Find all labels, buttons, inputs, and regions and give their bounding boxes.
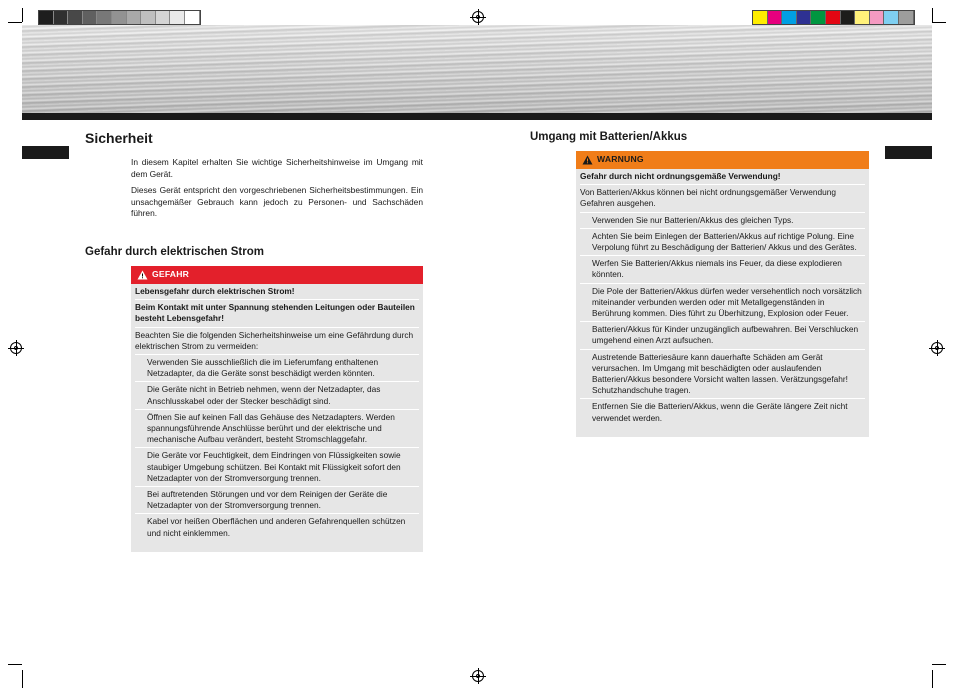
list-item: Austretende Batteriesäure kann dauerhafte Schäden am Gerät verursachen. Im Umgang mit beschädigten oder auslaufenden Batterien/Akkus besondere Vorsicht walten lassen. Verätzungsgefahr! Schutzhandschuhe tragen. (580, 350, 865, 400)
color-swatch (855, 11, 870, 24)
color-swatch (768, 11, 783, 24)
crop-mark (8, 664, 22, 665)
crop-mark (932, 664, 946, 665)
list-item: Öffnen Sie auf keinen Fall das Gehäuse des Netzadapters. Werden spannungsführende Anschlüsse berührt und der elektrische und mechanische Aufbau verändert, besteht Stromschlaggefahr. (135, 410, 419, 449)
brushed-metal-banner (22, 25, 932, 113)
list-item: Die Geräte nicht in Betrieb nehmen, wenn der Netzadapter, das Anschlusskabel oder der Stecker beschädigt sind. (135, 382, 419, 409)
color-swatch (899, 11, 914, 24)
section-title: Gefahr durch elektrischen Strom (85, 246, 264, 258)
grey-calibration-strip (38, 10, 201, 25)
grey-swatch (54, 11, 69, 24)
grey-swatch (112, 11, 127, 24)
danger-subheading: Beim Kontakt mit unter Spannung stehenden Leitungen oder Bauteilen besteht Lebensgefahr! (135, 300, 419, 327)
grey-swatch (97, 11, 112, 24)
banner-bar (22, 113, 932, 120)
list-item: Entfernen Sie die Batterien/Akkus, wenn die Geräte längere Zeit nicht verwendet werden. (592, 401, 848, 423)
right-page-tab (885, 146, 932, 159)
warning-box (576, 151, 869, 437)
danger-label: GEFAHR (152, 269, 190, 280)
list-item: Kabel vor heißen Oberflächen und anderen Gefahrenquellen schützen und nicht einklemmen. (147, 516, 406, 538)
color-calibration-strip (752, 10, 915, 25)
grey-swatch (185, 11, 200, 24)
left-page-tab (22, 146, 69, 159)
registration-mark-icon (931, 342, 943, 354)
crop-mark (22, 670, 23, 688)
warning-lead: Von Batterien/Akkus können bei nicht ordnungsgemäßer Verwendung Gefahren ausgehen. (580, 185, 865, 212)
grey-swatch (127, 11, 142, 24)
grey-swatch (68, 11, 83, 24)
color-swatch (841, 11, 856, 24)
registration-mark-icon (10, 342, 22, 354)
intro-paragraph: In diesem Kapitel erhalten Sie wichtige Sicherheitshinweise im Umgang mit dem Gerät. (131, 157, 423, 179)
danger-lead: Beachten Sie die folgenden Sicherheitshinweise um eine Gefährdung durch elektrischen Strom zu vermeiden: (135, 328, 419, 355)
warning-list (580, 213, 865, 426)
color-swatch (753, 11, 768, 24)
list-item: Die Geräte vor Feuchtigkeit, dem Eindringen von Flüssigkeiten sowie staubiger Umgebung schützen. Bei Kontakt mit Flüssigkeit sofort den Netzadapter von der Stromversorgung trennen. (135, 448, 419, 487)
page-title: Sicherheit (85, 130, 153, 146)
list-item: Verwenden Sie nur Batterien/Akkus des gleichen Typs. (580, 213, 865, 229)
color-swatch (811, 11, 826, 24)
list-item: Achten Sie beim Einlegen der Batterien/Akkus auf richtige Polung. Eine Verpolung führt zu Beschädigung der Batterien/ Akkus und des Gerätes. (580, 229, 865, 256)
danger-box (131, 266, 423, 552)
color-swatch (797, 11, 812, 24)
crop-mark (932, 8, 933, 22)
list-item: Verwenden Sie ausschließlich die im Lieferumfang enthaltenen Netzadapter, da die Geräte sonst beschädigt werden könnten. (135, 355, 419, 382)
crop-mark (8, 22, 22, 23)
warning-triangle-icon (582, 155, 593, 165)
list-item: Werfen Sie Batterien/Akkus niemals ins Feuer, da diese explodieren könnten. (580, 256, 865, 283)
warning-triangle-icon (137, 270, 148, 280)
intro-paragraph: Dieses Gerät entspricht den vorgeschriebenen Sicherheitsbestimmungen. Ein unsachgemäßer Gebrauch kann jedoch zu Personen- und Sachschäden führen. (131, 185, 423, 219)
section-title: Umgang mit Batterien/Akkus (530, 131, 688, 143)
grey-swatch (141, 11, 156, 24)
danger-list (135, 355, 419, 541)
crop-mark (932, 670, 933, 688)
color-swatch (826, 11, 841, 24)
list-item: Die Pole der Batterien/Akkus dürfen weder versehentlich noch vorsätzlich miteinander verbunden werden oder mit Metallgegenständen in Berührung kommen. Dies führt zu Überhitzung, Explosion oder Feuer. (580, 284, 865, 323)
color-swatch (870, 11, 885, 24)
warning-heading: Gefahr durch nicht ordnungsgemäße Verwendung! (580, 169, 865, 185)
warning-header (576, 151, 869, 169)
color-swatch (884, 11, 899, 24)
grey-swatch (170, 11, 185, 24)
danger-header (131, 266, 423, 284)
crop-mark (932, 22, 946, 23)
registration-mark-icon (472, 11, 484, 23)
danger-heading: Lebensgefahr durch elektrischen Strom! (135, 284, 419, 300)
list-item: Batterien/Akkus für Kinder unzugänglich aufbewahren. Bei Verschlucken umgehend einen Arzt aufsuchen. (580, 322, 865, 349)
registration-mark-icon (472, 670, 484, 682)
color-swatch (782, 11, 797, 24)
list-item: Bei auftretenden Störungen und vor dem Reinigen der Geräte die Netzadapter von der Stromversorgung trennen. (135, 487, 419, 514)
grey-swatch (39, 11, 54, 24)
crop-mark (22, 8, 23, 22)
grey-swatch (156, 11, 171, 24)
warning-label: WARNUNG (597, 154, 644, 165)
grey-swatch (83, 11, 98, 24)
